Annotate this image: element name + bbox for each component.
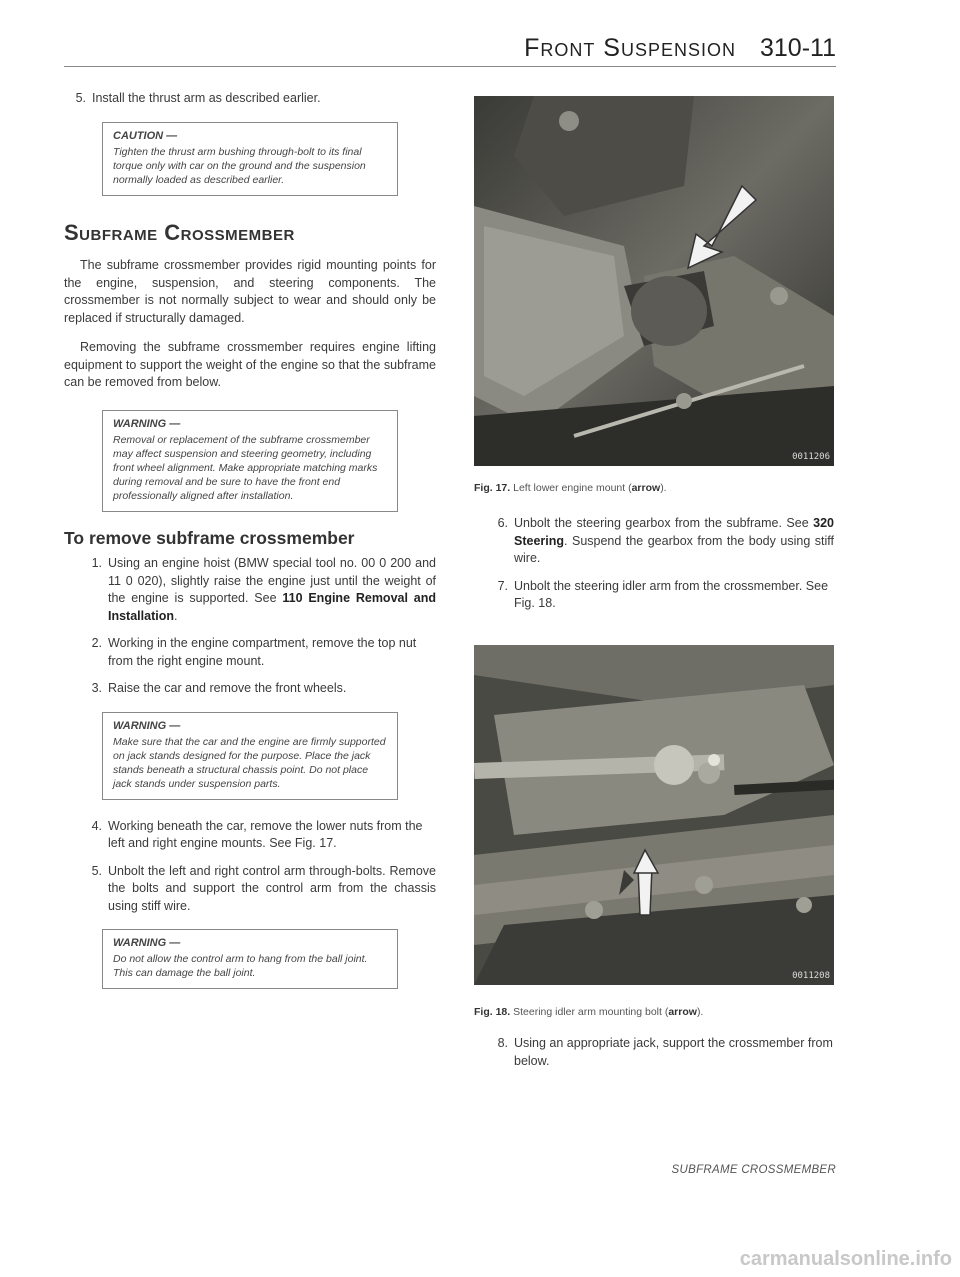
figure-18-photo [474, 645, 834, 985]
step-4 [64, 818, 436, 853]
caution-text: Tighten the thrust arm bushing through-bolt to its final torque only with car on the ground and the suspension normally loaded as described earlier. [113, 145, 366, 186]
footer-section-label: SUBFRAME CROSSMEMBER [671, 1164, 836, 1176]
idler-arm-photo-illustration [474, 645, 834, 985]
warning-box-geometry [102, 410, 398, 512]
step-5 [64, 863, 436, 916]
caption-tail: ). [660, 482, 667, 494]
right-column-step-8 [474, 1035, 834, 1070]
step-5-install [64, 90, 436, 108]
step-8 [474, 1035, 834, 1070]
figure-label: Fig. 17. [474, 482, 511, 494]
step-1 [64, 555, 436, 625]
figure-17-photo [474, 96, 834, 466]
caption-tail: ). [696, 1006, 704, 1018]
caution-heading: CAUTION — [113, 129, 178, 142]
step-text: Working beneath the car, remove the lower nuts from the left and right engine mounts. See Fig. 17. [108, 818, 423, 850]
section-title: Subframe Crossmember [64, 219, 295, 245]
cross-reference-link[interactable]: 320 Steering [514, 516, 834, 548]
step-number: 1. [91, 556, 102, 570]
cross-reference-link[interactable]: 110 Engine Removal and Installation [108, 591, 436, 623]
step-number: 5. [75, 91, 86, 105]
step-text-tail: . [173, 608, 178, 623]
figure-label: Fig. 18. [474, 1006, 511, 1018]
warning-text: Do not allow the control arm to hang from the ball joint. This can damage the ball joint. [113, 953, 368, 979]
arrow-icon [638, 867, 652, 915]
step-number: 5. [91, 863, 102, 878]
step-number: 6. [497, 516, 508, 530]
page-header [0, 0, 960, 70]
left-column [64, 90, 436, 989]
warning-heading: WARNING — [113, 417, 181, 430]
engine-mount-photo-illustration [474, 96, 834, 466]
caution-box [102, 122, 398, 196]
header-page-number: 310-11 [760, 34, 836, 62]
header-rule [64, 66, 836, 67]
caption-text: Steering idler arm mounting bolt ( [510, 1006, 669, 1018]
step-3 [64, 680, 436, 698]
photo-code: 0011206 [792, 452, 830, 462]
step-number: 8. [497, 1036, 508, 1050]
step-text-main: Unbolt the steering gearbox from the subframe. See [514, 516, 814, 530]
step-text [514, 515, 834, 568]
step-text-tail: . Suspend the gearbox from the body using stiff wire. [514, 533, 834, 565]
step-text: Using an appropriate jack, support the crossmember from below. [514, 1036, 833, 1068]
warning-box-ball-joint [102, 929, 398, 989]
warning-text: Make sure that the car and the engine are firmly supported on jack stands designed for the purpose. Place the jack stands beneath a structural chassis point. Do not place jack stands under suspension parts. [113, 735, 386, 790]
step-number: 3. [91, 681, 102, 695]
watermark: carmanualsonline.info [739, 1248, 952, 1270]
photo-code: 0011208 [792, 971, 830, 981]
warning-heading: WARNING — [113, 937, 181, 949]
step-text [108, 555, 436, 625]
caption-emphasis: arrow [668, 1006, 697, 1018]
step-text: Install the thrust arm as described earlier. [92, 91, 321, 105]
warning-box-jack-stands [102, 712, 398, 800]
procedure-title: To remove subframe crossmember [64, 527, 355, 548]
caption-text: Left lower engine mount ( [510, 482, 632, 494]
step-text: Unbolt the steering idler arm from the crossmember. See Fig. 18. [514, 578, 829, 610]
step-number: 2. [91, 636, 102, 650]
step-7 [474, 578, 834, 613]
figure-18-caption [474, 1006, 854, 1018]
step-text: Raise the car and remove the front wheels. [108, 681, 347, 695]
step-2 [64, 635, 436, 670]
step-text: Working in the engine compartment, remove the top nut from the right engine mount. [108, 636, 417, 668]
step-6 [474, 515, 834, 568]
intro-paragraph-1: The subframe crossmember provides rigid mounting points for the engine, suspension, and steering components. The crossmember is not normally subject to wear and should only be replaced if structurally damaged. [64, 258, 436, 325]
warning-text: Removal or replacement of the subframe crossmember may affect suspension and steering geometry, including front wheel alignment. Make appropriate matching marks during removal and be sure to have the front end professionally aligned after installation. [113, 433, 378, 502]
step-number: 4. [91, 818, 102, 833]
caption-emphasis: arrow [631, 482, 661, 494]
figure-17-caption [474, 482, 854, 494]
warning-heading: WARNING — [113, 719, 181, 732]
step-text-main: Using an engine hoist (BMW special tool no. 00 0 200 and 11 0 020), slightly raise the engine just until the weight of the engine is supported. See [108, 556, 436, 605]
right-column-steps [474, 515, 834, 613]
step-text: Unbolt the left and right control arm through-bolts. Remove the bolts and support the control arm from the chassis using stiff wire. [108, 863, 436, 913]
header-title: Front Suspension [524, 34, 736, 62]
intro-paragraph-2: Removing the subframe crossmember requires engine lifting equipment to support the weight of the engine so that the subframe can be removed from below. [64, 340, 436, 389]
step-number: 7. [497, 578, 508, 593]
